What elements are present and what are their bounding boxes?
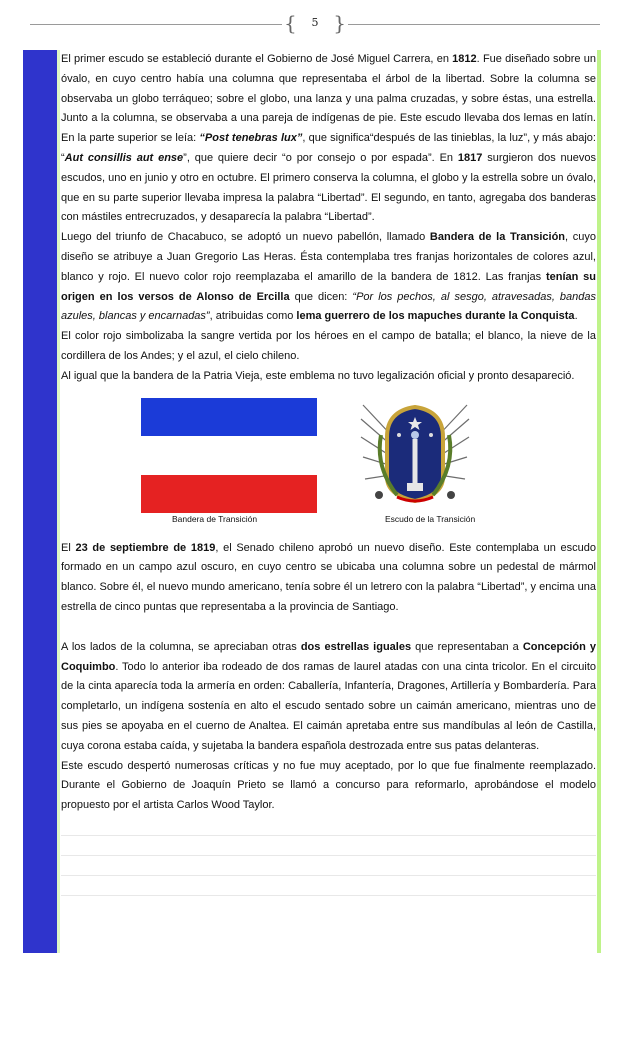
figures-row bbox=[61, 393, 596, 533]
transition-flag-image bbox=[141, 398, 317, 513]
paragraph-stars-laurel: A los lados de la columna, se apreciaban otras dos estrellas iguales que representaban a Concepción y Coquimbo. Todo lo anterior iba rodeado de dos ramas de laurel atadas con una cinta tricolor. En el circuito de la cinta aparecía toda la armería en orden: Caballería, Infantería, Dragones, Artillería y Bombardería. Para completarlo, un indígena sostenía en alto el escudo sentado sobre un caimán americano, mientras uno de sus pies se apoyaba en el cuerno de Analtea. El caimán apretaba entre sus mandíbulas al león de Castilla, cuya corona estaba caída, y sujetaba la bandera española destrozada entre sus patas delanteras. bbox=[61, 640, 597, 752]
header-rule-right bbox=[348, 24, 600, 25]
transition-crest-image bbox=[357, 397, 473, 509]
page-number-box bbox=[284, 10, 346, 40]
left-green-border bbox=[57, 50, 60, 953]
left-brace-icon: { bbox=[284, 11, 297, 35]
paragraph-no-legalization: Al igual que la bandera de la Patria Vieja, este emblema no tuvo legalización oficial y pronto desapareció. bbox=[61, 369, 575, 382]
blank-line bbox=[61, 836, 596, 856]
paragraph-first-shield: El primer escudo se estableció durante el Gobierno de José Miguel Carrera, en 1812. Fue diseñado sobre un óvalo, en cuyo centro había una columna que representaba el árbol de la libertad. Sobre la columna se observaba un globo terráqueo; sobre el globo, una lanza y una palma cruzadas, y sobre éstas, una estrella. Junto a la columna, se observaba a una pareja de indígenas de pie. Este escudo llevaba dos lemas en latín. En la parte superior se leía: “Post tenebras lux”, que significa“después de las tinieblas, la luz”, y más abajo: “Aut consillis aut ense”, que quiere decir “o por consejo o por espada”. En 1817 surgieron dos nuevos escudos, uno en junio y otro en octubre. El primero conserva la columna, el globo y la estrella sobre un óvalo, que en su parte superior llevaba impresa la palabra “Libertad”. El segundo, en tanto, agregaba dos banderas con mástiles entrecruzados, y desaparecía la palabra “Libertad”. bbox=[61, 53, 597, 224]
flag-caption: Bandera de Transición bbox=[172, 513, 258, 524]
paragraph-transition-flag: Luego del triunfo de Chacabuco, se adoptó un nuevo pabellón, llamado Bandera de la Transición, cuyo diseño se atribuye a Juan Gregorio Las Heras. Ésta contemplaba tres franjas horizontales de colores azul, blanco y rojo. El nuevo color rojo reemplazaba el amarillo de la bandera de 1812. Las franjas tenían su origen en los versos de Alonso de Ercilla que dicen: “Por los pechos, al sesgo, atravesadas, bandas azules, blancas y encarnadas”, atribuidas como lema guerrero de los mapuches durante la Conquista. bbox=[61, 231, 597, 323]
flag-red-stripe bbox=[141, 475, 317, 513]
blank-line bbox=[61, 816, 596, 836]
right-brace-icon: } bbox=[333, 11, 346, 35]
header-rule-left bbox=[30, 24, 282, 25]
crest-caption: Escudo de la Transición bbox=[385, 513, 476, 524]
page-content bbox=[61, 50, 596, 896]
right-green-border bbox=[597, 50, 601, 953]
flag-white-stripe bbox=[141, 436, 317, 475]
paragraph-criticism: Este escudo despertó numerosas críticas y no fue muy aceptado, por lo que fue finalmente reemplazado. Durante el Gobierno de Joaquín Prieto se llamó a concurso para reformarlo, aprobándose el modelo propuesto por el artista Carlos Wood Taylor. bbox=[61, 759, 596, 812]
blue-sidebar bbox=[23, 50, 57, 953]
paragraph-colors-meaning: El color rojo simbolizaba la sangre vertida por los héroes en el campo de batalla; el blanco, la nieve de la cordillera de los Andes; y el azul, el cielo chileno. bbox=[61, 330, 596, 362]
spacer bbox=[61, 618, 596, 638]
flag-blue-stripe bbox=[141, 398, 317, 436]
blank-line bbox=[61, 876, 596, 896]
blank-line bbox=[61, 856, 596, 876]
page-number: 5 bbox=[311, 16, 319, 29]
paragraph-1819-design: El 23 de septiembre de 1819, el Senado chileno aprobó un nuevo diseño. Este contemplaba un escudo formado en un campo azul oscuro, en cuyo centro se ubicaba una columna sobre un pedestal de mármol blanco. Sobre él, el nuevo mundo americano, tenía sobre él un letrero con la palabra “Libertad”, y encima una estrella de cinco puntas que representaba a la provincia de Santiago. bbox=[61, 541, 597, 613]
